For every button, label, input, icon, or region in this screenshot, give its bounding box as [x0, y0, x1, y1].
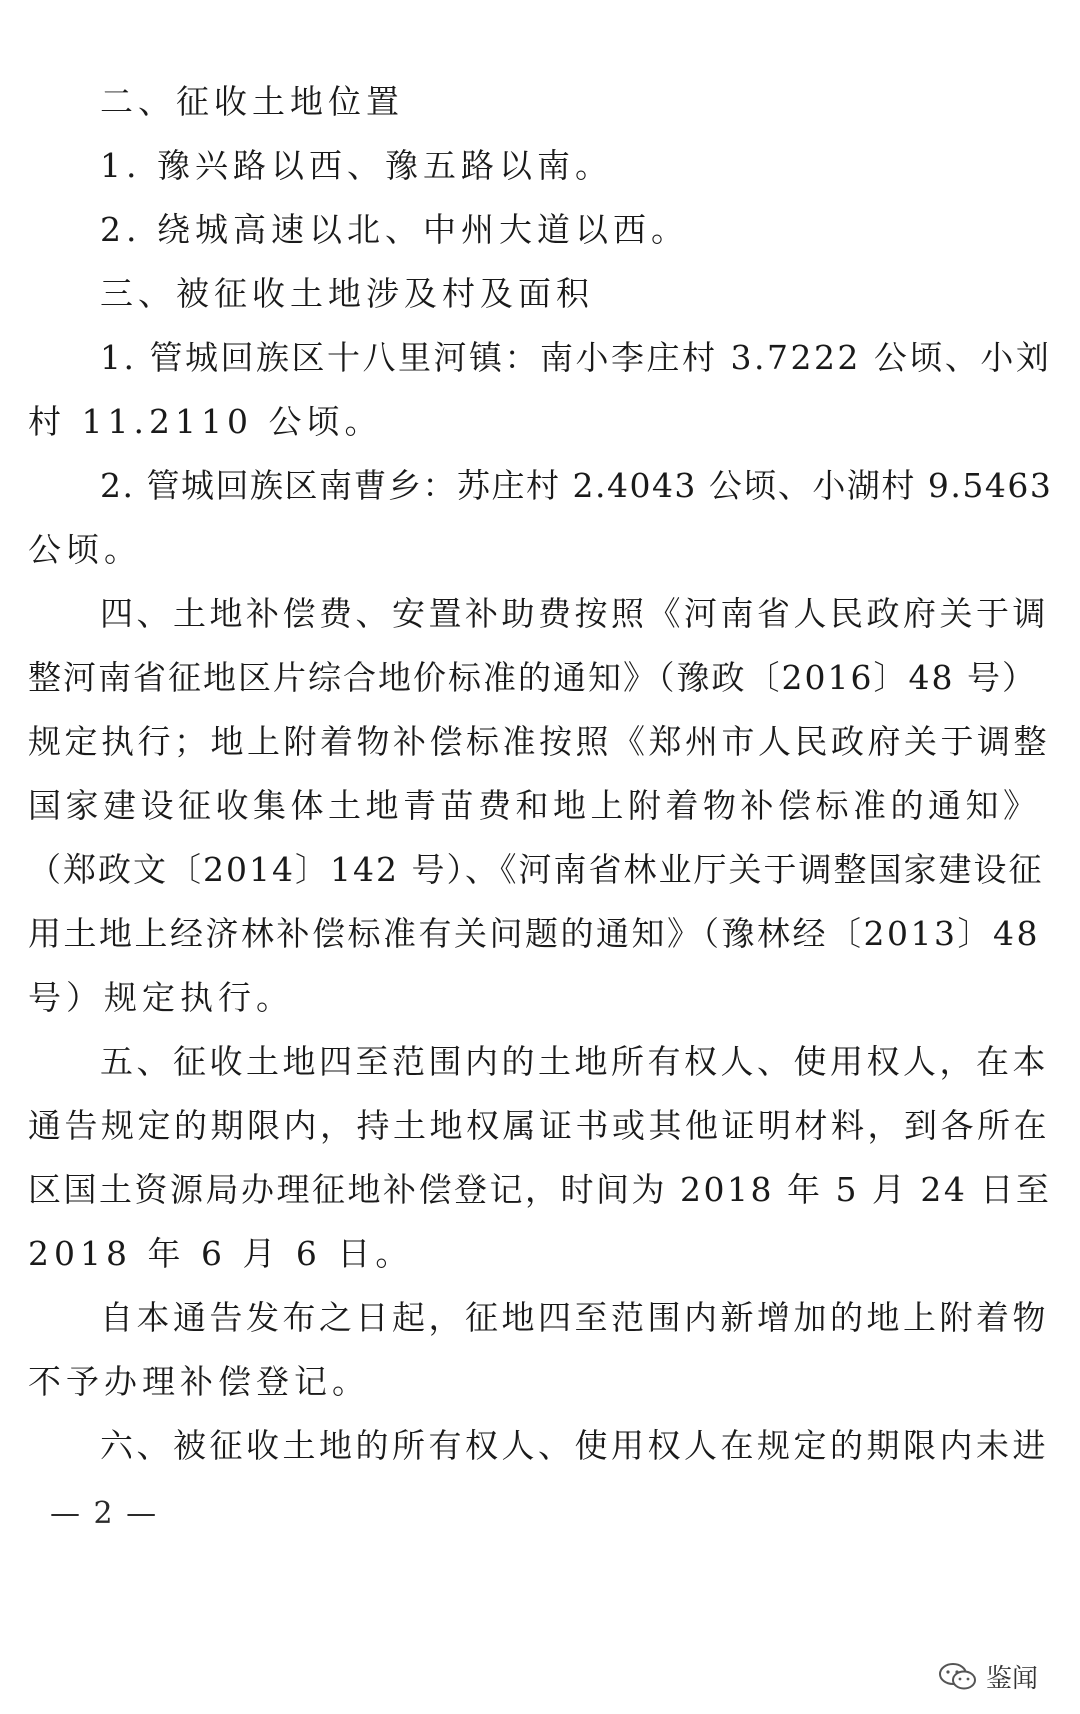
text-line: 公顷。 — [28, 530, 142, 569]
wechat-icon — [938, 1661, 978, 1693]
text-line: 2. 管城回族区南曹乡：苏庄村 2.4043 公顷、小湖村 9.5463 — [100, 466, 1053, 505]
wechat-watermark — [938, 1658, 1038, 1695]
text-line: 1. 豫兴路以西、豫五路以南。 — [100, 146, 613, 185]
text-line: 自本通告发布之日起，征地四至范围内新增加的地上附着物 — [100, 1298, 1049, 1337]
text-line: 号）规定执行。 — [28, 978, 294, 1017]
text-line: 国家建设征收集体土地青苗费和地上附着物补偿标准的通知》 — [28, 786, 1041, 825]
heading-registration: 五、征收土地四至范围内的土地所有权人、使用权人，在本 — [100, 1042, 1049, 1081]
text-line: 2. 绕城高速以北、中州大道以西。 — [100, 210, 689, 249]
text-line: 规定执行；地上附着物补偿标准按照《郑州市人民政府关于调整 — [28, 722, 1050, 761]
page-number: — 2 — — [50, 1496, 159, 1531]
text-line: 2018 年 6 月 6 日。 — [28, 1234, 414, 1273]
text-line: 通告规定的期限内，持土地权属证书或其他证明材料，到各所在 — [28, 1106, 1050, 1145]
watermark-label: 鉴闻 — [985, 1664, 1038, 1694]
heading-compensation: 四、土地补偿费、安置补助费按照《河南省人民政府关于调 — [100, 594, 1049, 633]
heading-villages-area: 三、被征收土地涉及村及面积 — [100, 274, 594, 313]
text-line: 1. 管城回族区十八里河镇：南小李庄村 3.7222 公顷、小刘 — [100, 338, 1052, 377]
heading-land-location: 二、征收土地位置 — [100, 82, 404, 121]
text-line: 整河南省征地区片综合地价标准的通知》（豫政〔2016〕48 号） — [28, 658, 1037, 697]
text-line: 用土地上经济林补偿标准有关问题的通知》（豫林经〔2013〕48 — [28, 914, 1040, 953]
text-line: 区国土资源局办理征地补偿登记，时间为 2018 年 5 月 24 日至 — [28, 1170, 1052, 1209]
text-line: 不予办理补偿登记。 — [28, 1362, 370, 1401]
heading-item-six: 六、被征收土地的所有权人、使用权人在规定的期限内未进 — [100, 1426, 1049, 1465]
text-line: （郑政文〔2014〕142 号）、《河南省林业厅关于调整国家建设征 — [28, 850, 1044, 889]
text-line: 村 11.2110 公顷。 — [28, 402, 383, 441]
